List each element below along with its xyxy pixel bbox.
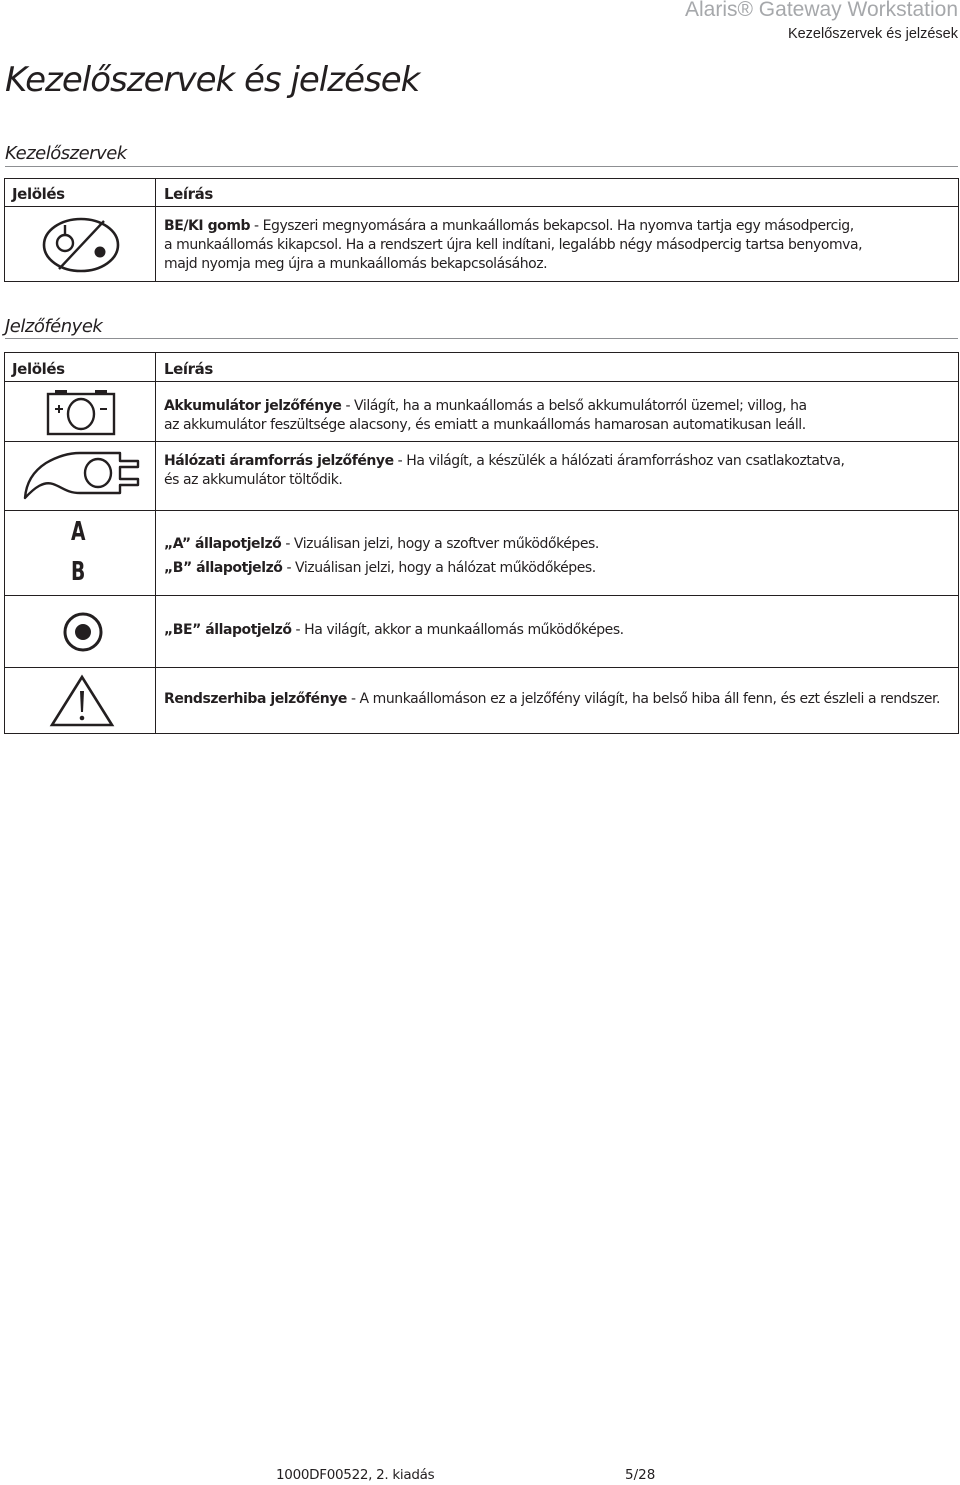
- indicators-section-title: Jelzőfények: [5, 316, 103, 337]
- power-button-text-2: a munkaállomás kikapcsol. Ha a rendszert újra kell indítani, legalább négy másodpercig tartsa benyomva,: [164, 237, 863, 253]
- battery-term: Akkumulátor jelzőfénye: [164, 398, 342, 414]
- indicators-table: [4, 352, 959, 734]
- system-error-description: [164, 690, 958, 709]
- table-row: [5, 382, 959, 442]
- table-row: [5, 596, 959, 668]
- on-indicator-term: „BE” állapotjelző: [164, 622, 292, 638]
- description-cell: [156, 668, 959, 734]
- battery-text-2: az akkumulátor feszültsége alacsony, és emiatt a munkaállomás hamarosan automatikusan leáll.: [164, 417, 806, 433]
- description-cell: [156, 511, 959, 596]
- on-indicator-icon: [62, 611, 104, 653]
- symbol-cell: [5, 668, 156, 734]
- status-b-text: - Vizuálisan jelzi, hogy a hálózat működőképes.: [282, 560, 596, 576]
- power-button-text-3: majd nyomja meg újra a munkaállomás bekapcsolásához.: [164, 256, 548, 272]
- controls-header-symbol-cell: [5, 179, 156, 207]
- on-indicator-description: [164, 621, 958, 640]
- power-button-text-1: - Egyszeri megnyomására a munkaállomás bekapcsol. Ha nyomva tartja egy másodpercig,: [250, 218, 854, 234]
- status-a-icon: A: [71, 517, 86, 547]
- header-product-name: Alaris® Gateway Workstation: [684, 0, 958, 21]
- battery-text-1: - Világít, ha a munkaállomás a belső akkumulátorról üzemel; villog, ha: [341, 398, 807, 414]
- symbol-cell: [5, 442, 156, 511]
- description-cell: [156, 207, 959, 282]
- table-row: [5, 442, 959, 511]
- status-a-text: - Vizuálisan jelzi, hogy a szoftver működőképes.: [281, 536, 599, 552]
- description-cell: [156, 596, 959, 668]
- mains-text-1: - Ha világít, a készülék a hálózati áramforráshoz van csatlakoztatva,: [393, 453, 845, 469]
- controls-table-header-row: [5, 179, 959, 207]
- warning-triangle-icon: [49, 674, 115, 728]
- controls-header-desc-cell: [156, 179, 959, 207]
- status-b-term: „B” állapotjelző: [164, 560, 283, 576]
- description-cell: [156, 442, 959, 511]
- indicators-header-symbol-cell: [5, 353, 156, 382]
- indicators-table-header-row: [5, 353, 959, 382]
- indicators-section-rule: [5, 338, 958, 339]
- mains-description: [164, 452, 958, 490]
- controls-col-symbol: Jelölés: [12, 185, 65, 203]
- page-title: Kezelőszervek és jelzések: [5, 60, 420, 100]
- status-b-icon: B: [71, 557, 86, 587]
- table-row: [5, 668, 959, 734]
- controls-col-desc: Leírás: [164, 185, 213, 203]
- status-a-term: „A” állapotjelző: [164, 536, 282, 552]
- mains-plug-icon: [22, 448, 142, 502]
- footer-page-number: 5/28: [625, 1467, 656, 1483]
- symbol-cell: [5, 382, 156, 442]
- table-row: [5, 511, 959, 596]
- power-button-icon: [41, 217, 121, 273]
- mains-text-2: és az akkumulátor töltődik.: [164, 472, 343, 488]
- mains-term: Hálózati áramforrás jelzőfénye: [164, 453, 394, 469]
- symbol-cell: [5, 596, 156, 668]
- table-row: [5, 207, 959, 282]
- indicators-header-desc-cell: [156, 353, 959, 382]
- footer-document-id: 1000DF00522, 2. kiadás: [276, 1467, 435, 1483]
- power-button-description: [164, 217, 958, 274]
- status-ab-description: [164, 532, 958, 580]
- symbol-cell: [5, 511, 156, 596]
- power-button-term: BE/KI gomb: [164, 218, 251, 234]
- indicators-col-desc: Leírás: [164, 360, 213, 378]
- header-section-name: Kezelőszervek és jelzések: [787, 26, 958, 42]
- battery-description: [164, 397, 958, 435]
- controls-table: [4, 178, 959, 282]
- controls-section-title: Kezelőszervek: [5, 143, 127, 164]
- system-error-text: - A munkaállomáson ez a jelzőfény világít, ha belső hiba áll fenn, és ezt észleli a rendszer.: [346, 691, 941, 707]
- symbol-cell: [5, 207, 156, 282]
- battery-icon: [45, 384, 117, 438]
- description-cell: [156, 382, 959, 442]
- controls-section-rule: [5, 166, 958, 167]
- system-error-term: Rendszerhiba jelzőfénye: [164, 691, 347, 707]
- on-indicator-text: - Ha világít, akkor a munkaállomás működőképes.: [291, 622, 624, 638]
- indicators-col-symbol: Jelölés: [12, 360, 65, 378]
